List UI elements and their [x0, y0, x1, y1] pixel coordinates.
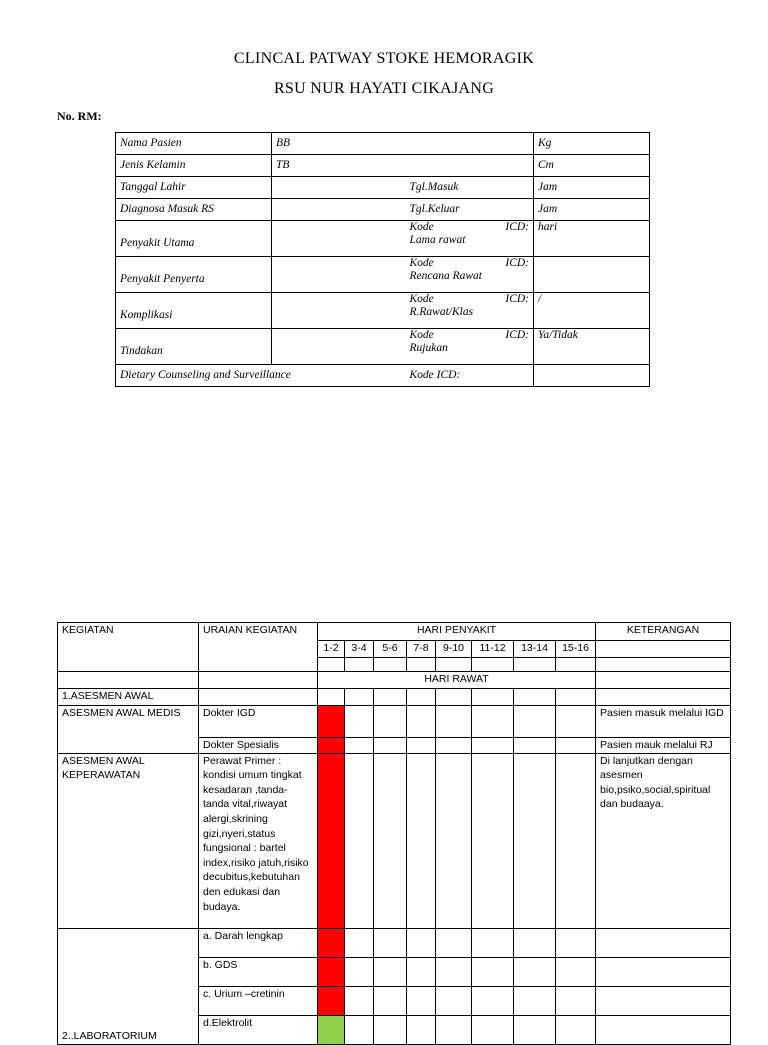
table-row	[58, 928, 731, 957]
day-marker	[318, 706, 345, 738]
label-penyakit-utama: Penyakit Utama	[116, 221, 272, 257]
note-spesialis: Pasien mauk melalui RJ	[596, 738, 731, 754]
section-laboratorium: 2..LABORATORIUM	[58, 928, 199, 1044]
header-keterangan: KETERANGAN	[596, 623, 731, 641]
table-row	[116, 293, 650, 329]
label-asesmen-keperawatan: ASESMEN AWAL KEPERAWATAN	[58, 753, 199, 928]
day-label: 5-6	[374, 641, 407, 658]
table-row	[116, 221, 650, 257]
day-marker	[318, 753, 345, 928]
label-icd: ICD:	[505, 329, 529, 341]
unit-jam: Jam	[534, 199, 650, 221]
table-row	[116, 365, 650, 387]
label-bb: BB	[272, 133, 406, 155]
hospital-name: RSU NUR HAYATI CIKAJANG	[273, 80, 495, 97]
section-asesmen-awal: 1.ASESMEN AWAL	[58, 689, 199, 706]
label-tindakan: Tindakan	[116, 329, 272, 365]
label-kode: Kode	[409, 257, 434, 269]
label-jenis-kelamin: Jenis Kelamin	[116, 155, 272, 177]
label-rawat-klas: R.Rawat/Klas	[409, 306, 474, 318]
label-lama-rawat: Lama rawat	[409, 234, 466, 246]
label-kode: Kode	[409, 221, 434, 233]
table-row	[116, 199, 650, 221]
note-keperawatan: Di lanjutkan dengan asesmen bio,psiko,social,spiritual dan budaaya.	[596, 753, 731, 928]
header-hari-rawat: HARI RAWAT	[318, 672, 596, 689]
label-rencana-rawat: Rencana Rawat	[409, 270, 482, 282]
label-urium-cretinin: c. Urium –cretinin	[199, 986, 318, 1015]
day-label: 1-2	[318, 641, 345, 658]
unit-jam: Jam	[534, 177, 650, 199]
label-kode-icd: Kode ICD:	[406, 365, 534, 387]
label-penyakit-penyerta: Penyakit Penyerta	[116, 257, 272, 293]
label-elektrolit: d.Elektrolit	[199, 1015, 318, 1044]
day-label: 9-10	[436, 641, 472, 658]
day-label: 11-12	[472, 641, 514, 658]
label-tanggal-lahir: Tanggal Lahir	[116, 177, 272, 199]
no-rm-label: No. RM:	[57, 109, 102, 123]
label-asesmen-medis: ASESMEN AWAL MEDIS	[58, 706, 199, 754]
unit-kg: Kg	[534, 133, 650, 155]
value-slash: /	[534, 293, 650, 329]
day-marker	[318, 957, 345, 986]
table-row	[58, 706, 731, 738]
day-label: 3-4	[345, 641, 374, 658]
label-perawat-primer: Perawat Primer : kondisi umum tingkat kesadaran ,tanda-tanda vital,riwayat alergi,skrining gizi,nyeri,status fungsional : bartel index,risiko jatuh,risiko decubitus,kebutuhan den edukasi dan budaya.	[199, 753, 318, 928]
table-row	[116, 257, 650, 293]
patient-identity-table	[115, 132, 650, 387]
day-marker	[318, 738, 345, 754]
label-gds: b. GDS	[199, 957, 318, 986]
day-marker	[318, 986, 345, 1015]
label-diagnosa-masuk: Diagnosa Masuk RS	[116, 199, 272, 221]
table-row	[116, 329, 650, 365]
label-komplikasi: Komplikasi	[116, 293, 272, 329]
header-uraian: URAIAN KEGIATAN	[199, 623, 318, 672]
table-row	[116, 177, 650, 199]
label-dietary-counseling: Dietary Counseling and Surveillance	[116, 365, 406, 387]
label-kode: Kode	[409, 293, 434, 305]
table-row	[58, 623, 731, 641]
unit-cm: Cm	[534, 155, 650, 177]
label-tb: TB	[272, 155, 406, 177]
label-tgl-keluar: Tgl.Keluar	[406, 199, 534, 221]
document-title: CLINCAL PATWAY STOKE HEMORAGIK	[233, 50, 535, 67]
table-row	[58, 672, 731, 689]
day-label: 13-14	[514, 641, 556, 658]
day-marker	[318, 1015, 345, 1044]
label-dokter-spesialis: Dokter Spesialis	[199, 738, 318, 754]
clinical-pathway-table	[57, 622, 731, 1045]
day-label: 15-16	[556, 641, 596, 658]
value-ya-tidak: Ya/Tidak	[534, 329, 650, 365]
table-row	[116, 133, 650, 155]
label-rujukan: Rujukan	[409, 342, 448, 354]
label-kode: Kode	[409, 329, 434, 341]
label-icd: ICD:	[505, 257, 529, 269]
header-hari-penyakit: HARI PENYAKIT	[318, 623, 596, 641]
day-label: 7-8	[407, 641, 436, 658]
table-row	[116, 155, 650, 177]
label-darah-lengkap: a. Darah lengkap	[199, 928, 318, 957]
table-row	[58, 753, 731, 928]
unit-hari: hari	[534, 221, 650, 257]
label-tgl-masuk: Tgl.Masuk	[406, 177, 534, 199]
label-icd: ICD:	[505, 293, 529, 305]
table-row	[58, 689, 731, 706]
label-icd: ICD:	[505, 221, 529, 233]
header-kegiatan: KEGIATAN	[58, 623, 199, 672]
note-igd: Pasien masuk melalui IGD	[596, 706, 731, 738]
day-marker	[318, 928, 345, 957]
label-dokter-igd: Dokter IGD	[199, 706, 318, 738]
label-nama-pasien: Nama Pasien	[116, 133, 272, 155]
